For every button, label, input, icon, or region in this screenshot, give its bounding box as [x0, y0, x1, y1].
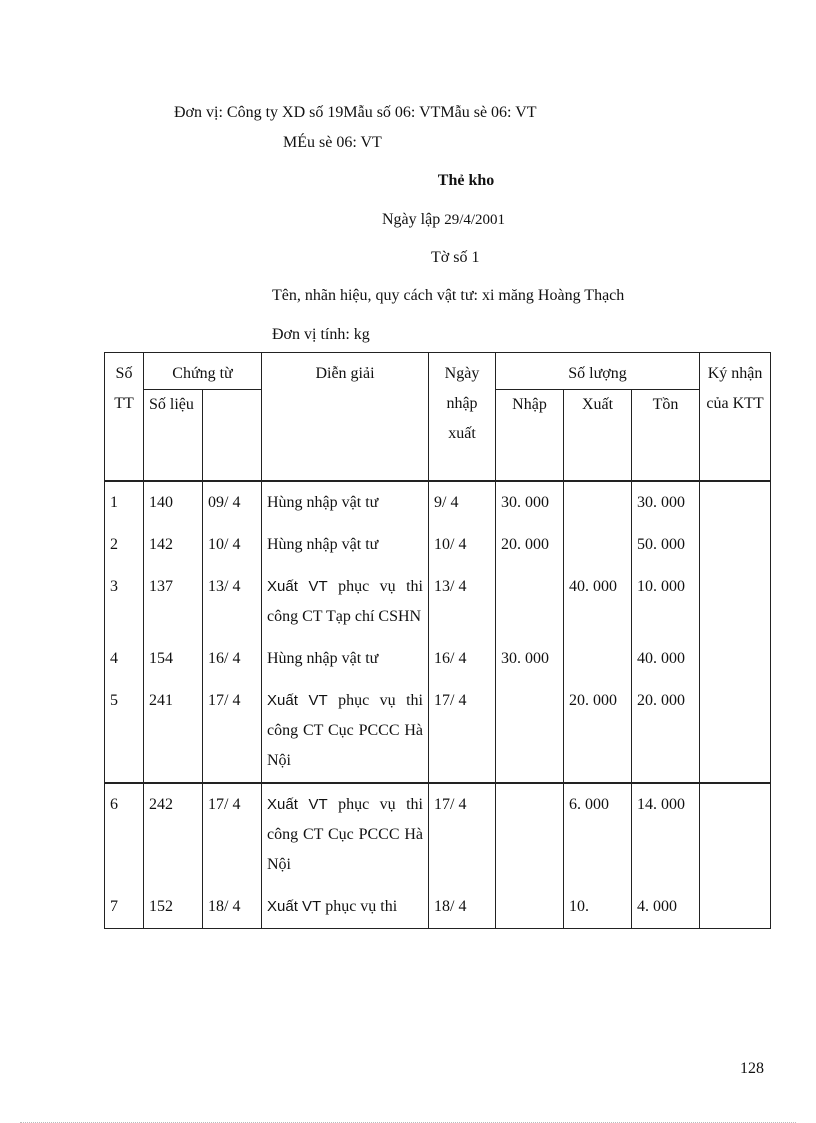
- header-xuat: Xuất: [564, 390, 632, 482]
- table-row: [105, 638, 771, 680]
- table-body: [105, 481, 771, 929]
- cell-ky: [700, 524, 771, 566]
- cell-date: 18/ 4: [203, 886, 262, 929]
- cell-date: 17/ 4: [203, 680, 262, 783]
- desc-text: Hùng nhập vật tư: [267, 650, 379, 667]
- cell-nhap: 30. 000: [496, 481, 564, 524]
- cell-ngay: 13/ 4: [429, 566, 496, 638]
- desc-prefix: Xuất VT: [267, 796, 328, 813]
- cell-xuat: 10.: [564, 886, 632, 929]
- cell-ton: 4. 000: [632, 886, 700, 929]
- cell-desc: [262, 524, 429, 566]
- header-stt: Số TT: [105, 353, 144, 482]
- cell-ton: 30. 000: [632, 481, 700, 524]
- cell-xuat: 6. 000: [564, 783, 632, 886]
- cell-desc: [262, 680, 429, 783]
- cell-ton: 40. 000: [632, 638, 700, 680]
- cell-so: 142: [144, 524, 203, 566]
- cell-xuat: [564, 524, 632, 566]
- cell-ton: 20. 000: [632, 680, 700, 783]
- document-title: Thẻ kho: [437, 172, 495, 189]
- desc-prefix: Xuất VT: [267, 578, 328, 595]
- cell-so: 241: [144, 680, 203, 783]
- cell-nhap: [496, 680, 564, 783]
- cell-so: 154: [144, 638, 203, 680]
- desc-text: phục vụ thi công CT Tạp chí CSHN: [267, 578, 423, 625]
- cell-ton: 10. 000: [632, 566, 700, 638]
- cell-desc: [262, 783, 429, 886]
- cell-date: 09/ 4: [203, 481, 262, 524]
- cell-xuat: [564, 481, 632, 524]
- cell-so: 242: [144, 783, 203, 886]
- header-so-lieu: Số liệu: [144, 390, 203, 482]
- cell-stt: 3: [105, 566, 144, 638]
- header-dien-giai: Diễn giải: [262, 353, 429, 482]
- cell-nhap: 20. 000: [496, 524, 564, 566]
- cell-ky: [700, 886, 771, 929]
- desc-text: Hùng nhập vật tư: [267, 536, 379, 553]
- desc-text: Hùng nhập vật tư: [267, 494, 379, 511]
- header-ngay-nhap-xuat: Ngày nhập xuất: [429, 353, 496, 482]
- cell-nhap: [496, 566, 564, 638]
- cell-date: 17/ 4: [203, 783, 262, 886]
- cell-stt: 7: [105, 886, 144, 929]
- header-so-luong: Số lượng: [496, 353, 700, 390]
- cell-desc: [262, 886, 429, 929]
- cell-ky: [700, 783, 771, 886]
- cell-stt: 2: [105, 524, 144, 566]
- cell-desc: [262, 638, 429, 680]
- desc-text: phục vụ thi: [321, 898, 398, 915]
- cell-xuat: [564, 638, 632, 680]
- cell-ngay: 17/ 4: [429, 783, 496, 886]
- cell-ngay: 17/ 4: [429, 680, 496, 783]
- header-ton: Tồn: [632, 390, 700, 482]
- header-chung-tu: Chứng từ: [144, 353, 262, 390]
- header-ngay-chung-tu: [203, 390, 262, 482]
- date-line: [382, 211, 505, 229]
- cell-ky: [700, 481, 771, 524]
- form-number-line: MÉu sè 06: VT: [283, 134, 382, 151]
- cell-nhap: [496, 783, 564, 886]
- unit-of-measure: Đơn vị tính: kg: [272, 326, 370, 343]
- cell-desc: [262, 481, 429, 524]
- cell-stt: 5: [105, 680, 144, 783]
- desc-text: phục vụ thi công CT Cục PCCC Hà Nội: [267, 796, 423, 873]
- table-row: [105, 566, 771, 638]
- cell-so: 140: [144, 481, 203, 524]
- cell-ky: [700, 638, 771, 680]
- cell-ngay: 18/ 4: [429, 886, 496, 929]
- desc-prefix: Xuất VT: [267, 692, 328, 709]
- sheet-number: Tờ số 1: [431, 249, 480, 266]
- cell-ngay: 10/ 4: [429, 524, 496, 566]
- cell-date: 16/ 4: [203, 638, 262, 680]
- cell-desc: [262, 566, 429, 638]
- cell-date: 10/ 4: [203, 524, 262, 566]
- table-row: [105, 783, 771, 886]
- cell-ton: 14. 000: [632, 783, 700, 886]
- header-ky-nhan: Ký nhận của KTT: [700, 353, 771, 482]
- cell-so: 152: [144, 886, 203, 929]
- desc-prefix: Xuất VT: [267, 898, 322, 915]
- cell-ky: [700, 680, 771, 783]
- cell-stt: 6: [105, 783, 144, 886]
- table-row: [105, 886, 771, 929]
- cell-date: 13/ 4: [203, 566, 262, 638]
- table-row: [105, 680, 771, 783]
- cell-ky: [700, 566, 771, 638]
- page-number: 128: [740, 1060, 764, 1077]
- cell-stt: 1: [105, 481, 144, 524]
- table-row: [105, 481, 771, 524]
- cell-stt: 4: [105, 638, 144, 680]
- date-value: 29/4/2001: [444, 212, 506, 228]
- stock-card-table: [104, 352, 771, 929]
- cell-ton: 50. 000: [632, 524, 700, 566]
- table-row: [105, 524, 771, 566]
- cell-xuat: 20. 000: [564, 680, 632, 783]
- material-description: Tên, nhãn hiệu, quy cách vật tư: xi măng Hoàng Thạch: [272, 287, 625, 304]
- header-nhap: Nhập: [496, 390, 564, 482]
- cell-nhap: [496, 886, 564, 929]
- desc-text: phục vụ thi công CT Cục PCCC Hà Nội: [267, 692, 423, 769]
- cell-so: 137: [144, 566, 203, 638]
- date-label: Ngày lập: [382, 211, 445, 228]
- cell-ngay: 9/ 4: [429, 481, 496, 524]
- cell-nhap: 30. 000: [496, 638, 564, 680]
- cell-ngay: 16/ 4: [429, 638, 496, 680]
- unit-header-line: Đơn vị: Công ty XD số 19Mẫu số 06: VTMẫu sè 06: VT: [174, 104, 537, 121]
- cell-xuat: 40. 000: [564, 566, 632, 638]
